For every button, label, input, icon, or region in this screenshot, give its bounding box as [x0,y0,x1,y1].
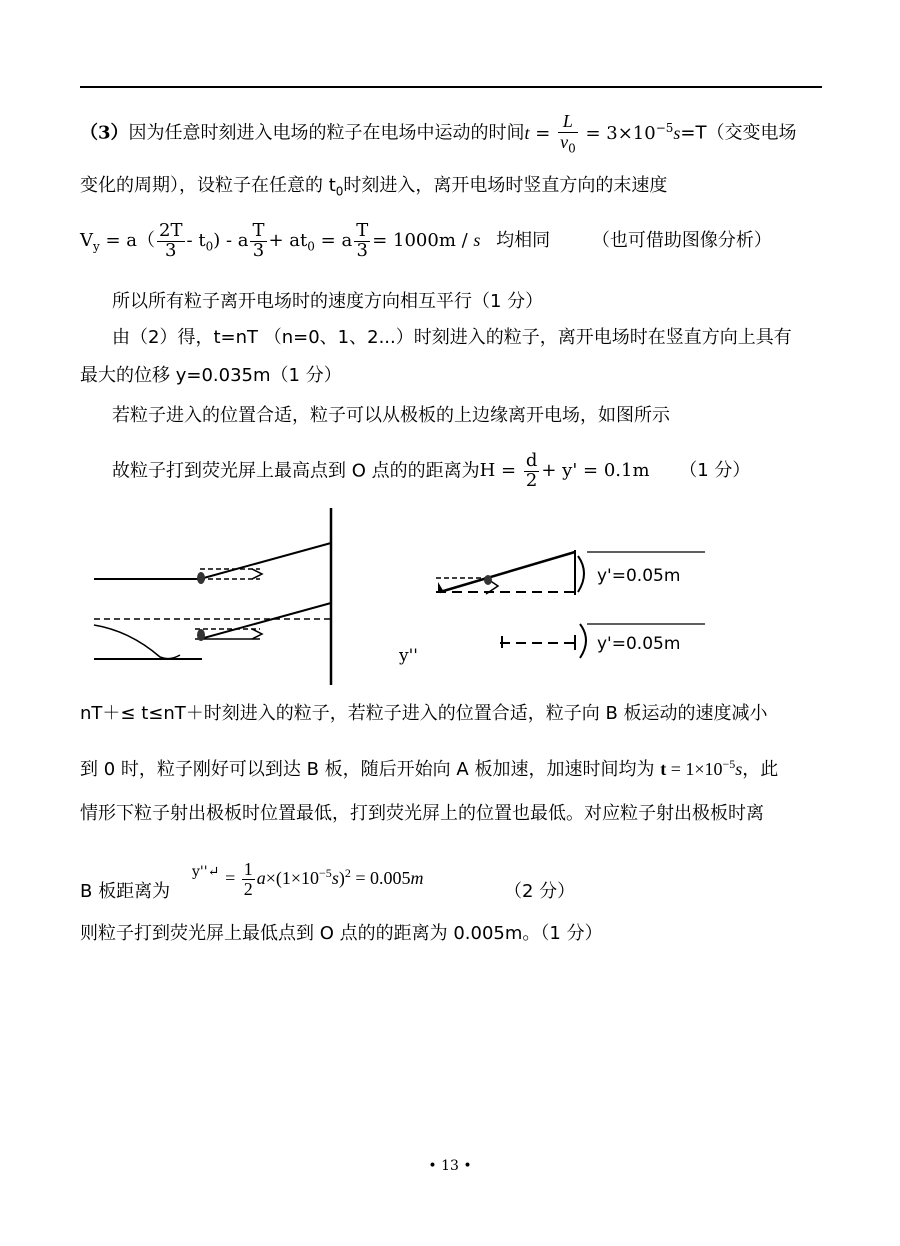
particle-upper [197,572,205,584]
para-from2-b: 最大的位移 y=0.035m（1 分） [80,365,342,386]
para-low-d: B 板距离为 [80,881,171,902]
vy-note: （也可借助图像分析） [591,230,772,252]
trajectory-right [440,552,575,592]
label-y-prime-2: y'=0.05m [597,634,681,654]
para-from2-a: 由（2）得，t=nT （n=0、1、2...）时刻进入的粒子，离开电场时在竖直方向上具有 [112,327,792,348]
page-number: • 13 • [428,1158,472,1174]
line-2-text: 变化的周期），设粒子在任意的 t [80,175,336,196]
para-low-b-line [80,752,778,782]
brace-2 [580,624,586,658]
para-h-line [112,452,750,491]
para-low-b1: 到 0 时，粒子刚好可以到达 B 板，随后开始向 A 板加速，加速时间均为 [80,759,655,780]
header-rule [80,86,822,88]
label-y-prime-1: y'=0.05m [597,566,681,586]
para-parallel: 所以所有粒子离开电场时的速度方向相互平行（1 分） [112,291,544,312]
label-y-dprime: y'' [399,646,418,666]
para-h-score: （1 分） [679,460,751,482]
formula-accel-time: $t = 1\times 10^{-5}s$ [660,757,743,779]
vy-tail: 均相同 [496,230,551,252]
para-low-c: 情形下粒子射出极板时位置最低，打到荧光屏上的位置也最低。对应粒子射出极板时离 [80,803,764,824]
trajectory-lower [200,603,331,639]
formula-time: t = $\frac{L}{v_0}$ = $3\times 10^{-5}s$ [524,111,681,156]
formula-h: H = $\frac{d}{2}$ + y' = 0.1m [479,450,650,491]
vy-formula-line [80,222,772,261]
para-low-a: nT＋≤ t≤nT＋时刻进入的粒子，若粒子进入的位置合适，粒子向 B 板运动的速度减小 [80,703,768,724]
para-low-d-score: （2 分） [504,881,576,902]
part-label: （3） [80,122,129,144]
curve-path [94,625,180,659]
line-1-tail: =T（交变电场 [680,122,797,144]
formula-y-dprime: $^{y''↵}$ = $\frac{1}{2}$ $a\times(1\times 10^{-5}s)^2 = 0.005m$ [192,859,424,899]
trajectory-upper [200,543,331,579]
line-2: 变化的周期），设粒子在任意的 $t_0$时刻进入，离开电场时竖直方向的末速度 [80,175,668,199]
line-2-tail: 时刻进入，离开电场时竖直方向的末速度 [343,175,668,196]
line-1 [80,112,796,155]
particle-lower [197,629,205,641]
brace-1 [578,556,584,592]
figure-left [90,505,350,690]
para-final: 则粒子打到荧光屏上最低点到 O 点的的距离为 0.005m。（1 分） [80,923,603,944]
vy-formula: $V_y = a$（ $\frac{2T}{3}$ - $t_0$) - a $\frac{T}{3}$ + $at_0 = a$ $\frac{T}{3}$ = 1000m / s [80,220,481,261]
para-h: 故粒子打到荧光屏上最高点到 O 点的的距离为 [112,460,480,482]
para-low-b2: ，此 [742,759,779,780]
para-position: 若粒子进入的位置合适，粒子可以从极板的上边缘离开电场，如图所示 [112,405,670,426]
line-1-text: 因为任意时刻进入电场的粒子在电场中运动的时间 [128,122,525,144]
